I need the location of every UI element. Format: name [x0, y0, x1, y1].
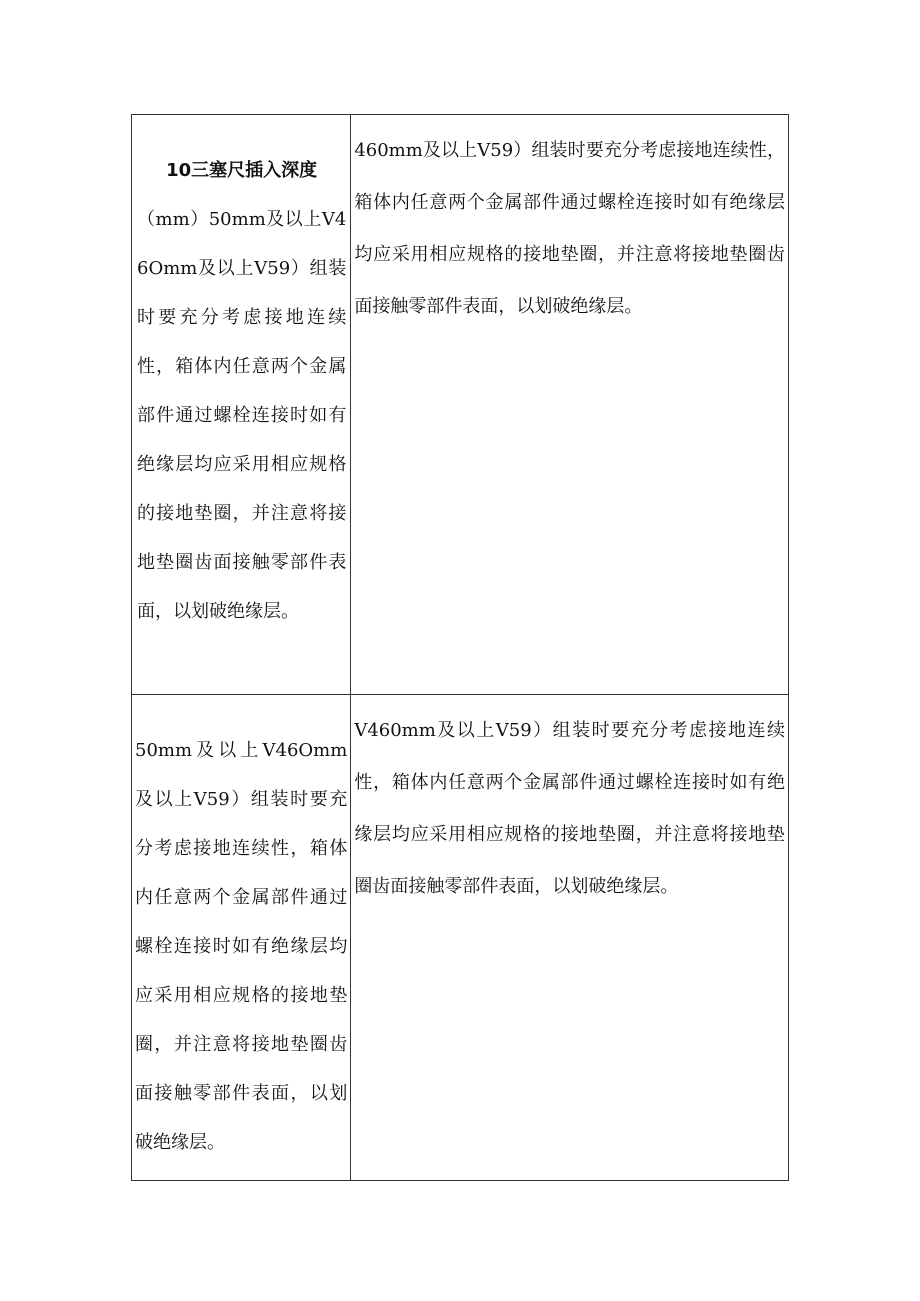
cell-paragraph: [132, 115, 350, 636]
table-row: [132, 115, 789, 695]
document-table: [131, 114, 789, 1181]
table-cell-right: [351, 695, 789, 1181]
table-row: [132, 695, 789, 1181]
cell-body-text: （mm）50mm及以上V46Omm及以上V59）组装时要充分考虑接地连续性，箱体内任意两个金属部件通过螺栓连接时如有绝缘层均应采用相应规格的接地垫圈，并注意将接地垫圈齿面接触零部件表面，以划破绝缘层。: [137, 209, 347, 622]
cell-body-text: 50mm及以上V46Omm及以上V59）组装时要充分考虑接地连续性，箱体内任意两个金属部件通过螺栓连接时如有绝缘层均应采用相应规格的接地垫圈，并注意将接地垫圈齿面接触零部件表面，以划破绝缘层。: [135, 740, 348, 1153]
table-cell-left: [132, 115, 351, 695]
cell-body-text: 460mm及以上V59）组装时要充分考虑接地连续性，箱体内任意两个金属部件通过螺栓连接时如有绝缘层均应采用相应规格的接地垫圈，并注意将接地垫圈齿面接触零部件表面，以划破绝缘层。: [354, 140, 785, 317]
table-cell-right: [351, 115, 789, 695]
cell-title: 10三塞尺插入深度: [166, 160, 318, 181]
table-cell-left: [132, 695, 351, 1181]
cell-body-text: V460mm及以上V59）组装时要充分考虑接地连续性，箱体内任意两个金属部件通过螺栓连接时如有绝缘层均应采用相应规格的接地垫圈，并注意将接地垫圈齿面接触零部件表面，以划破绝缘层。: [354, 720, 785, 897]
